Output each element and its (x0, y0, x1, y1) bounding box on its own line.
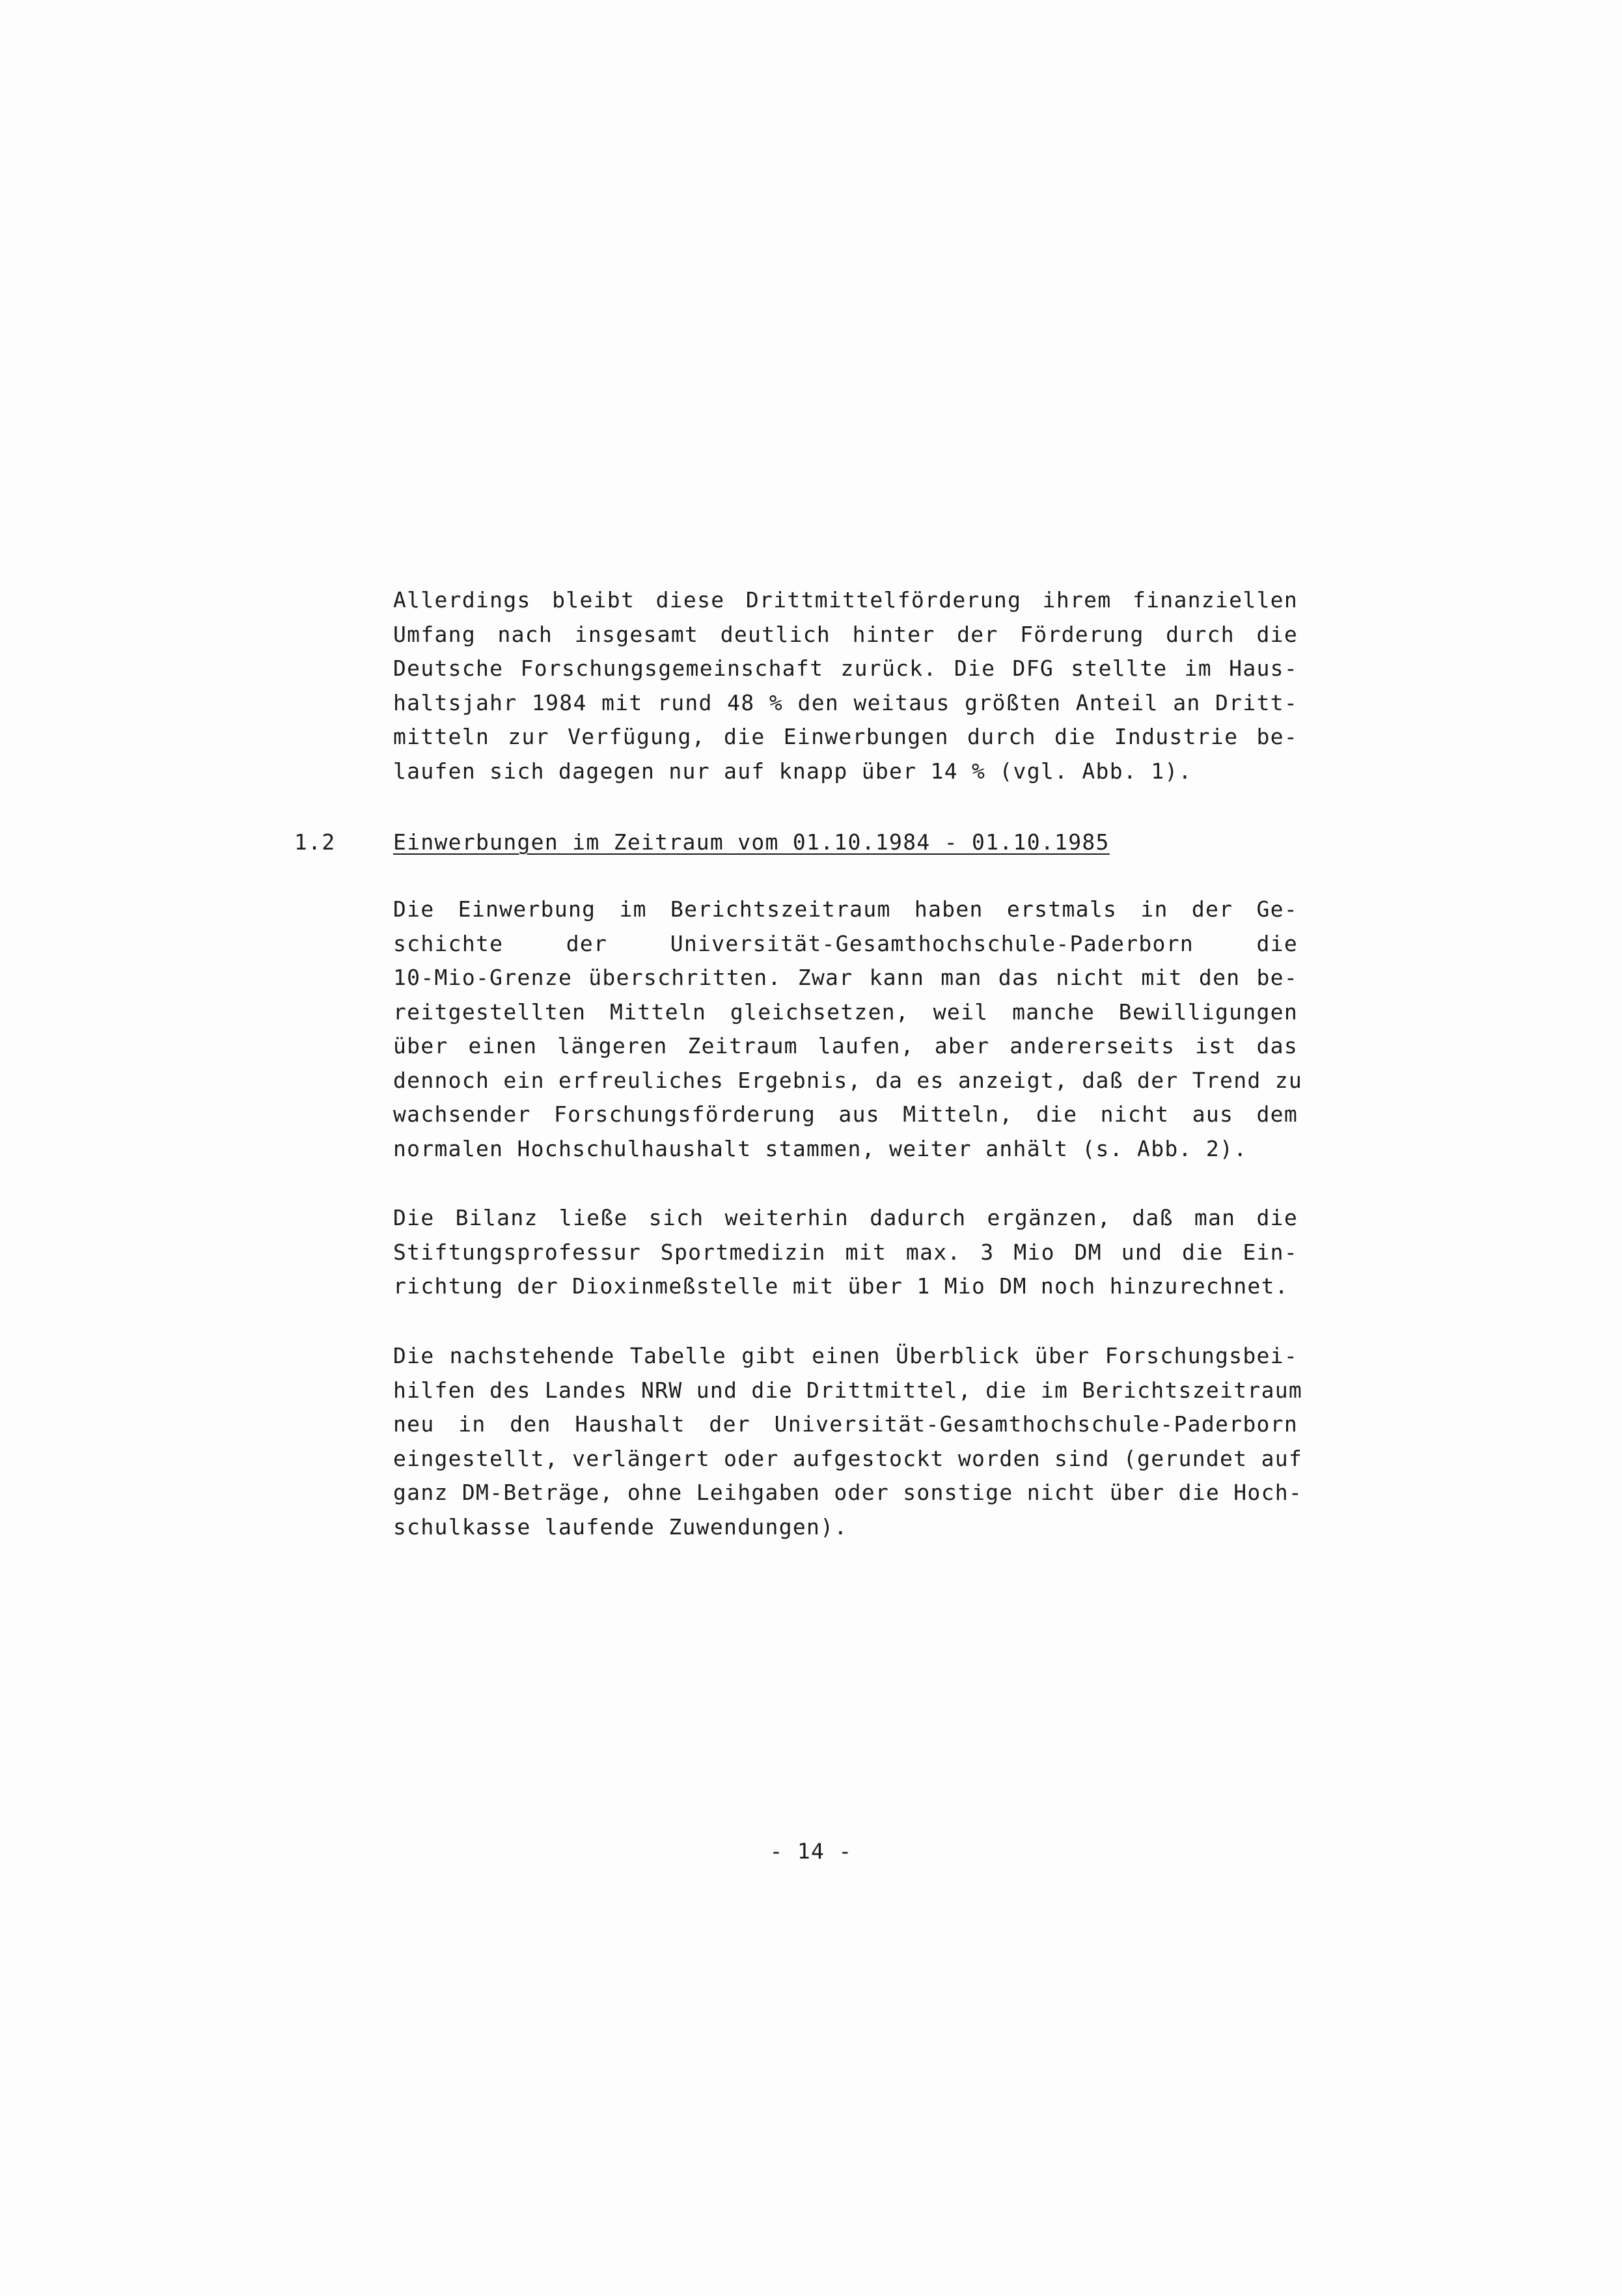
text-line: reitgestellten Mitteln gleichsetzen, weil manche Bewilligungen (393, 999, 1298, 1025)
text-line: Die nachstehende Tabelle gibt einen Überblick über Forschungsbei- (393, 1343, 1298, 1368)
section-heading: Einwerbungen im Zeitraum vom 01.10.1984 - 01.10.1985 (393, 829, 1110, 855)
text-line: Die Bilanz ließe sich weiterhin dadurch ergänzen, daß man die (393, 1205, 1298, 1230)
text-line: hilfen des Landes NRW und die Drittmittel, die im Berichtszeitraum (393, 1377, 1303, 1403)
paragraph-bilanz (393, 1201, 1298, 1304)
paragraph-einwerbung (393, 892, 1303, 1166)
text-line: schulkasse laufende Zuwendungen). (393, 1514, 848, 1540)
text-line: 10-Mio-Grenze überschritten. Zwar kann man das nicht mit den be- (393, 965, 1298, 990)
text-line: richtung der Dioxinmeßstelle mit über 1 Mio DM noch hinzurechnet. (393, 1273, 1289, 1299)
text-line: haltsjahr 1984 mit rund 48 % den weitaus größten Anteil an Dritt- (393, 689, 1298, 715)
text-line: neu in den Haushalt der Universität-Gesamthochschule-Paderborn (393, 1411, 1298, 1437)
section-number: 1.2 (294, 829, 336, 855)
text-line: wachsender Forschungsförderung aus Mitteln, die nicht aus dem (393, 1101, 1298, 1127)
text-line: dennoch ein erfreuliches Ergebnis, da es anzeigt, daß der Trend zu (393, 1067, 1303, 1093)
text-line: Die Einwerbung im Berichtszeitraum haben erstmals in der Ge- (393, 896, 1298, 922)
text-line: schichte der Universität-Gesamthochschule-Paderborn die (393, 930, 1298, 956)
text-line: Deutsche Forschungsgemeinschaft zurück. Die DFG stellte im Haus- (393, 656, 1298, 681)
paragraph-drittmittel-comparison (393, 583, 1298, 788)
text-line: über einen längeren Zeitraum laufen, aber andererseits ist das (393, 1033, 1298, 1058)
text-line: eingestellt, verlängert oder aufgestockt worden sind (gerundet auf (393, 1445, 1303, 1471)
text-line: laufen sich dagegen nur auf knapp über 14 % (vgl. Abb. 1). (393, 758, 1192, 784)
text-line: ganz DM-Beträge, ohne Leihgaben oder sonstige nicht über die Hoch- (393, 1480, 1303, 1505)
text-line: normalen Hochschulhaushalt stammen, weiter anhält (s. Abb. 2). (393, 1135, 1248, 1161)
page-number: - 14 - (769, 1838, 853, 1864)
text-line: Stiftungsprofessur Sportmedizin mit max. 3 Mio DM und die Ein- (393, 1239, 1298, 1265)
text-line: Umfang nach insgesamt deutlich hinter der Förderung durch die (393, 621, 1298, 647)
paragraph-tabelle-ueberblick (393, 1339, 1303, 1544)
text-line: mitteln zur Verfügung, die Einwerbungen durch die Industrie be- (393, 724, 1298, 749)
text-line: Allerdings bleibt diese Drittmittelförderung ihrem finanziellen (393, 587, 1298, 613)
